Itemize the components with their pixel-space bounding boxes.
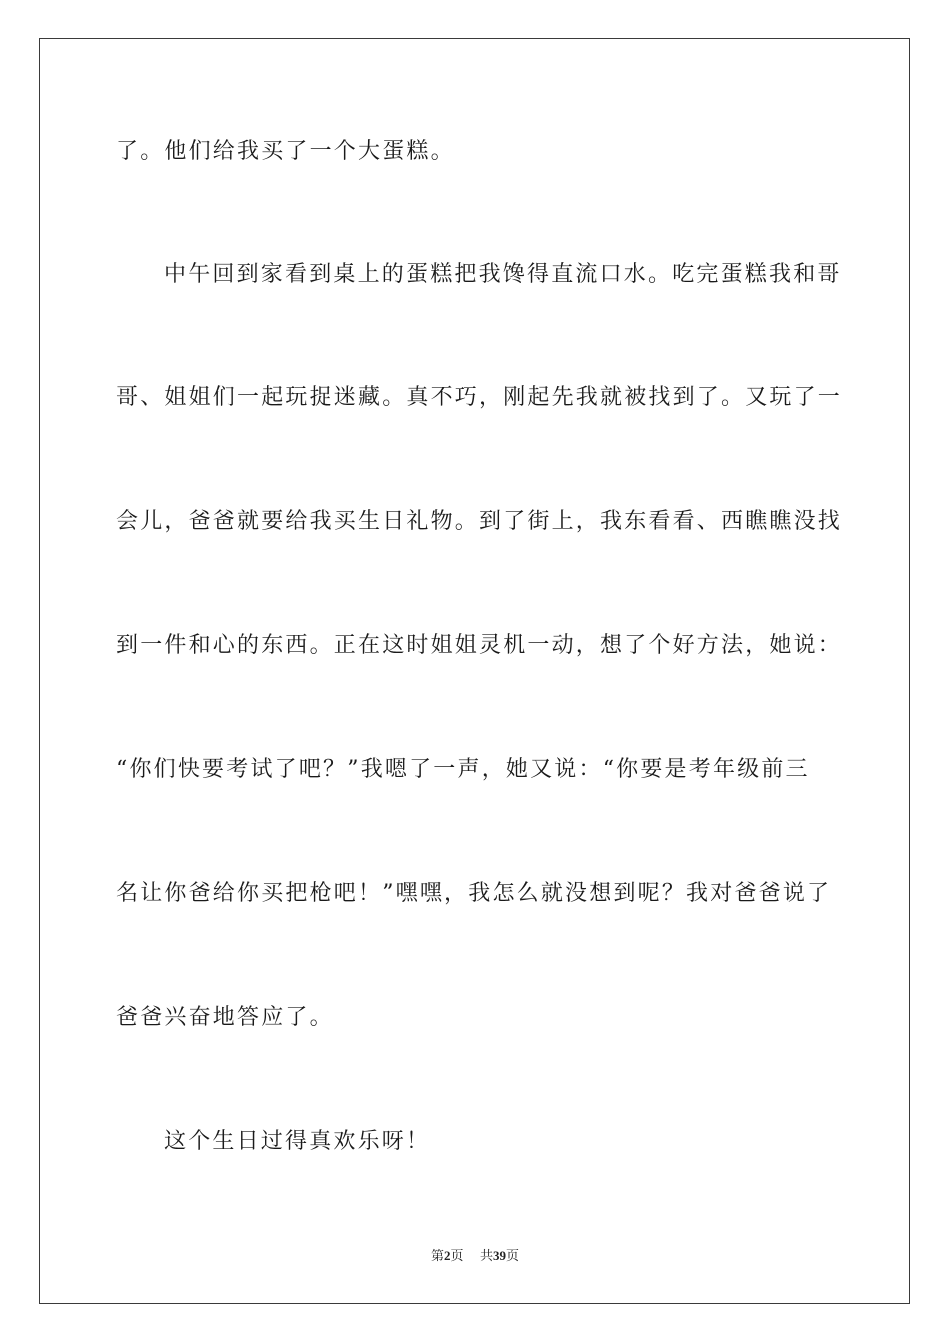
paragraph-line-5: 到一件和心的东西。正在这时姐姐灵机一动，想了个好方法，她说： xyxy=(116,633,843,658)
page-suffix: 页 xyxy=(450,1249,464,1264)
paragraph-line-4: 会儿，爸爸就要给我买生日礼物。到了街上，我东看看、西瞧瞧没找 xyxy=(116,509,843,534)
total-suffix: 页 xyxy=(506,1249,520,1264)
total-prefix: 共 xyxy=(480,1249,494,1264)
page-number: 2 xyxy=(443,1248,451,1263)
paragraph-line-3: 哥、姐姐们一起玩捉迷藏。真不巧，刚起先我就被找到了。又玩了一 xyxy=(116,385,843,410)
paragraph-line-2: 中午回到家看到桌上的蛋糕把我馋得直流口水。吃完蛋糕我和哥 xyxy=(164,262,842,287)
paragraph-line-7: 名让你爸给你买把枪吧！”嘿嘿，我怎么就没想到呢？我对爸爸说了 xyxy=(116,881,832,906)
page-footer xyxy=(0,1247,950,1266)
total-pages: 39 xyxy=(493,1248,507,1263)
paragraph-line-8: 爸爸兴奋地答应了。 xyxy=(116,1005,334,1030)
paragraph-line-9: 这个生日过得真欢乐呀！ xyxy=(164,1129,431,1154)
paragraph-line-6: “你们快要考试了吧？”我嗯了一声，她又说：“你要是考年级前三 xyxy=(116,757,810,782)
page-border xyxy=(39,38,910,1304)
page-prefix: 第 xyxy=(430,1249,444,1264)
paragraph-line-1: 了。他们给我买了一个大蛋糕。 xyxy=(116,139,455,164)
